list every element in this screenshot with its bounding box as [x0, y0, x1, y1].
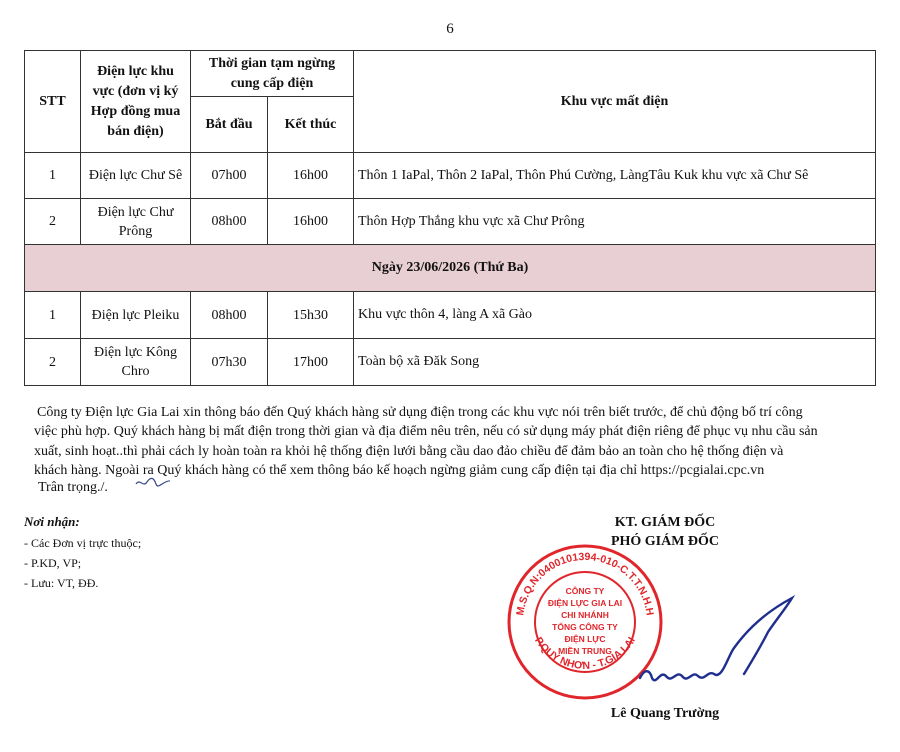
notice-line: khách hàng. Ngoài ra Quý khách hàng có thể xem thông báo kế hoạch ngừng giảm cung cấp điện tại địa chỉ https://pcgialai.cpc.vn — [34, 463, 765, 479]
handwritten-signature — [600, 578, 800, 698]
cell-unit: Điện lực Kông Chro — [81, 339, 191, 386]
cell-stt: 1 — [25, 292, 81, 339]
cell-area: Thôn Hợp Thắng khu vực xã Chư Prông — [354, 199, 876, 245]
cell-start: 07h00 — [191, 153, 268, 199]
signature-subtitle: PHÓ GIÁM ĐỐC — [610, 534, 720, 549]
cell-area: Thôn 1 IaPal, Thôn 2 IaPal, Thôn Phú Cường, LàngTâu Kuk khu vực xã Chư Sê — [354, 153, 876, 199]
seal-center-line: TỔNG CÔNG TY — [552, 622, 618, 632]
cell-unit: Điện lực Chư Prông — [81, 199, 191, 245]
page-number: 6 — [446, 21, 454, 37]
outage-schedule-table — [24, 50, 876, 386]
cell-start: 07h30 — [191, 339, 268, 386]
notice-line: việc phù hợp. Quý khách hàng bị mất điện trong thời gian và địa điểm nêu trên, nếu có sử dụng máy phát điện riêng để phục vụ nhu cầu sản — [34, 424, 818, 440]
recipient-item: - Các Đơn vị trực thuộc; — [24, 536, 142, 550]
notice-paragraph — [34, 403, 864, 481]
header-start: Bắt đầu — [191, 97, 268, 153]
table-row — [25, 199, 876, 245]
cell-end: 16h00 — [268, 153, 354, 199]
seal-ring-text: M.S.Q.N:0400101394-010-C.T.T.N.H.H — [514, 550, 656, 617]
cell-end: 17h00 — [268, 339, 354, 386]
cell-unit: Điện lực Pleiku — [81, 292, 191, 339]
header-unit: Điện lực khu vực (đơn vị ký Hợp đồng mua bán điện) — [81, 51, 191, 153]
seal-center-line: ĐIỆN LỰC — [564, 634, 606, 644]
seal-center-line: ĐIỆN LỰC GIA LAI — [547, 598, 623, 608]
closing-regards: Trân trọng./. — [38, 480, 108, 495]
notice-line: Công ty Điện lực Gia Lai xin thông báo đến Quý khách hàng sử dụng điện trong các khu vực nói trên biết trước, để chủ động bố trí công — [37, 405, 803, 420]
initials-mark — [134, 474, 174, 490]
signature-title: KT. GIÁM ĐỐC — [614, 515, 716, 530]
cell-stt: 2 — [25, 339, 81, 386]
day-header-row — [25, 245, 876, 292]
header-stt: STT — [25, 51, 81, 153]
cell-start: 08h00 — [191, 199, 268, 245]
seal-center-line: CHI NHÁNH — [561, 610, 609, 620]
seal-bottom-text: P.QUY NHƠN - T.GIA LAI — [532, 634, 638, 672]
day-header: Ngày 23/06/2026 (Thứ Ba) — [25, 245, 876, 292]
recipients-title: Nơi nhận: — [24, 514, 80, 529]
seal-center-line: MIỀN TRUNG — [558, 646, 612, 656]
cell-start: 08h00 — [191, 292, 268, 339]
cell-area: Toàn bộ xã Đăk Song — [354, 339, 876, 386]
cell-end: 16h00 — [268, 199, 354, 245]
cell-unit: Điện lực Chư Sê — [81, 153, 191, 199]
recipient-item: - P.KD, VP; — [24, 556, 82, 570]
seal-center-line: CÔNG TY — [565, 586, 605, 596]
table-row — [25, 153, 876, 199]
signer-name: Lê Quang Trường — [610, 706, 720, 721]
recipient-item: - Lưu: VT, ĐĐ. — [24, 576, 99, 590]
cell-stt: 2 — [25, 199, 81, 245]
table-row — [25, 339, 876, 386]
header-end: Kết thúc — [268, 97, 354, 153]
cell-stt: 1 — [25, 153, 81, 199]
table-row — [25, 292, 876, 339]
recipients-block — [24, 514, 141, 593]
header-area: Khu vực mất điện — [354, 51, 876, 153]
notice-line: xuất, sinh hoạt..thì phải cách ly hoàn toàn ra khỏi hệ thống điện lưới bằng cầu dao đảo chiều để đảm bảo an toàn cho hệ thống điện và — [34, 443, 784, 459]
cell-end: 15h30 — [268, 292, 354, 339]
header-period: Thời gian tạm ngừng cung cấp điện — [191, 51, 354, 97]
cell-area: Khu vực thôn 4, làng A xã Gào — [354, 292, 876, 339]
